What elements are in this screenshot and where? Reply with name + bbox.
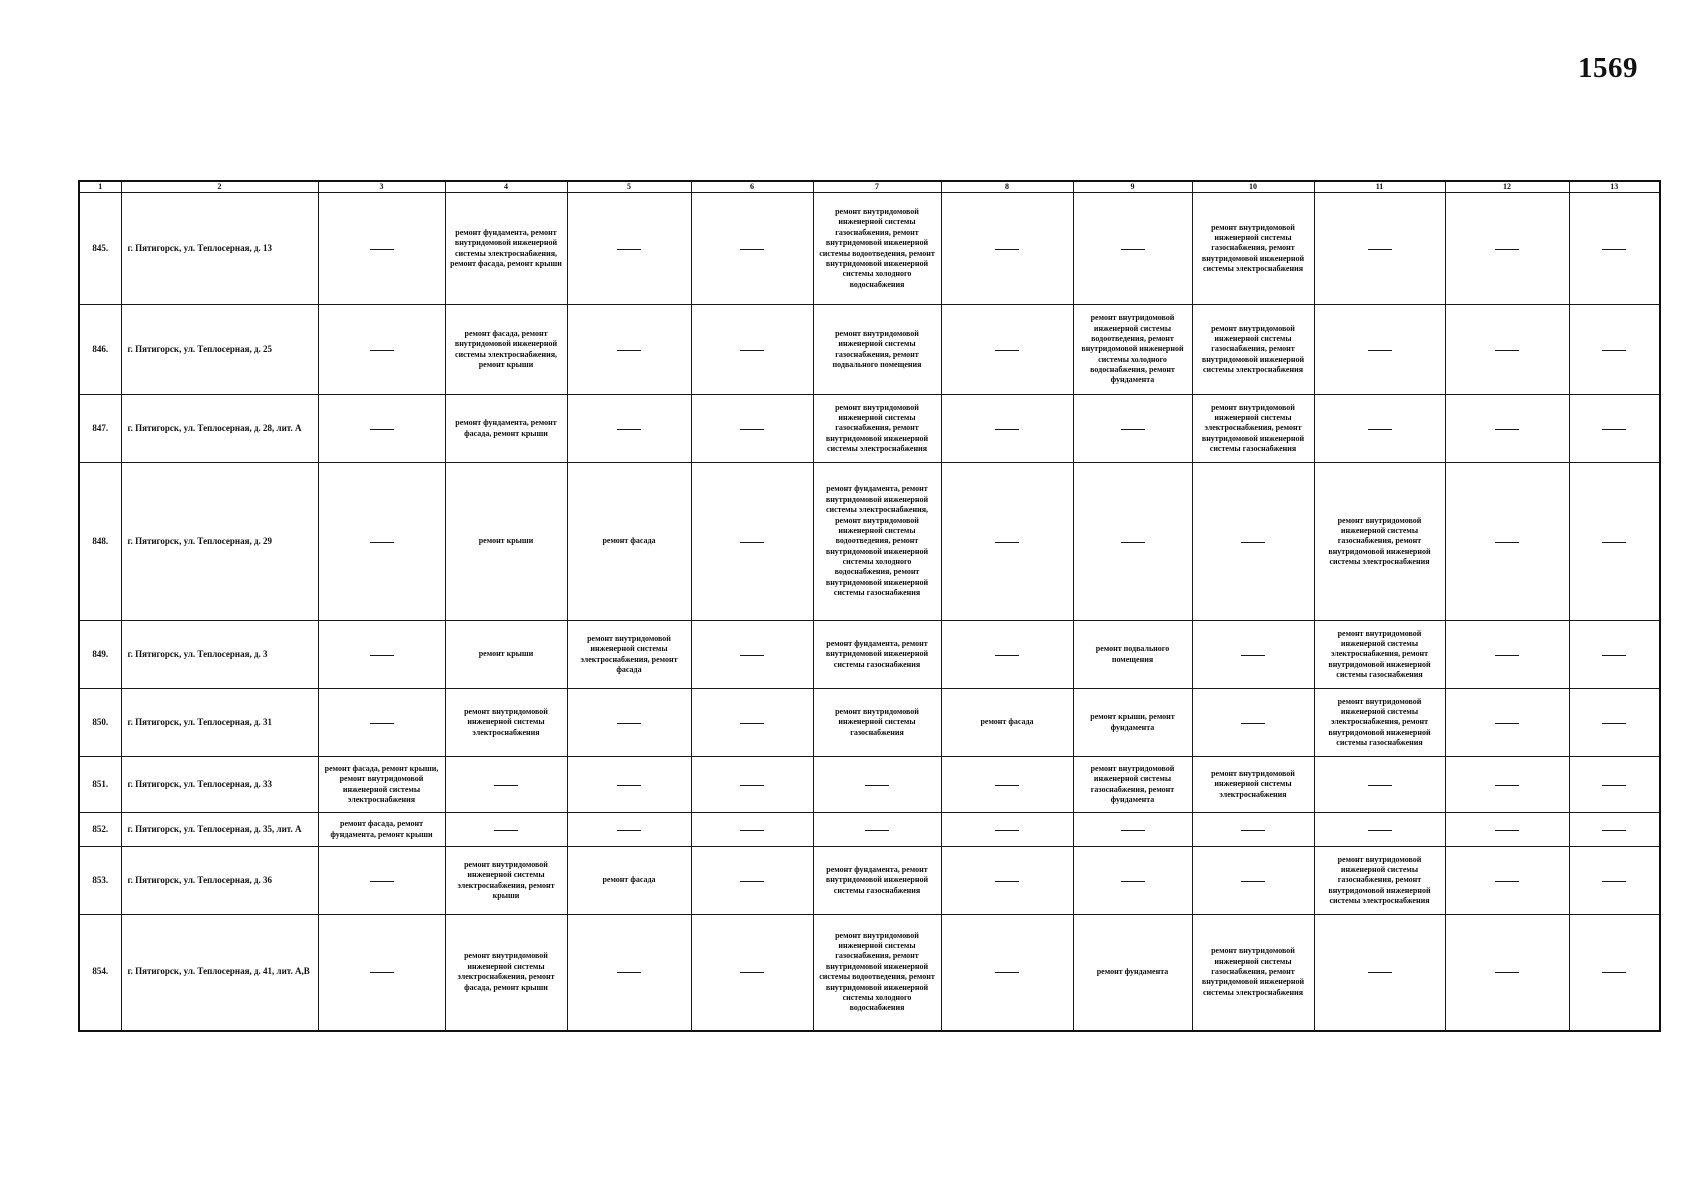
empty-dash-cell bbox=[941, 463, 1073, 621]
empty-dash-cell bbox=[318, 463, 445, 621]
column-number: 5 bbox=[567, 181, 691, 193]
empty-dash-cell bbox=[941, 395, 1073, 463]
empty-dash-cell bbox=[1192, 621, 1314, 689]
work-type-cell: ремонт фундамента bbox=[1073, 915, 1192, 1031]
work-type-cell: ремонт внутридомовой инженерной системы газоснабжения, ремонт внутридомовой инженерной системы электроснабжения bbox=[813, 395, 941, 463]
dash-mark bbox=[1121, 429, 1145, 430]
dash-mark bbox=[494, 830, 518, 831]
work-type-cell: ремонт фасада, ремонт фундамента, ремонт крыши bbox=[318, 813, 445, 847]
dash-mark bbox=[740, 830, 764, 831]
dash-mark bbox=[1241, 655, 1265, 656]
column-number: 6 bbox=[691, 181, 813, 193]
dash-mark bbox=[370, 429, 394, 430]
address-cell: г. Пятигорск, ул. Теплосерная, д. 41, лит. А,В bbox=[121, 915, 318, 1031]
table-row bbox=[79, 193, 1660, 305]
dash-mark bbox=[740, 972, 764, 973]
empty-dash-cell bbox=[567, 813, 691, 847]
dash-mark bbox=[740, 881, 764, 882]
empty-dash-cell bbox=[1314, 915, 1445, 1031]
empty-dash-cell bbox=[1569, 689, 1660, 757]
empty-dash-cell bbox=[445, 757, 567, 813]
dash-mark bbox=[370, 542, 394, 543]
empty-dash-cell bbox=[1569, 395, 1660, 463]
dash-mark bbox=[995, 972, 1019, 973]
work-type-cell: ремонт внутридомовой инженерной системы водоотведения, ремонт внутридомовой инженерной системы холодного водоснабжения, ремонт фундамента bbox=[1073, 305, 1192, 395]
empty-dash-cell bbox=[1445, 813, 1569, 847]
dash-mark bbox=[995, 655, 1019, 656]
empty-dash-cell bbox=[941, 813, 1073, 847]
work-type-cell: ремонт внутридомовой инженерной системы газоснабжения, ремонт внутридомовой инженерной системы водоотведения, ремонт внутридомовой инженерной системы холодного водоснабжения bbox=[813, 915, 941, 1031]
work-type-cell: ремонт подвального помещения bbox=[1073, 621, 1192, 689]
empty-dash-cell bbox=[941, 915, 1073, 1031]
dash-mark bbox=[995, 830, 1019, 831]
dash-mark bbox=[1121, 881, 1145, 882]
work-type-cell: ремонт внутридомовой инженерной системы электроснабжения, ремонт крыши bbox=[445, 847, 567, 915]
work-type-cell: ремонт фундамента, ремонт внутридомовой инженерной системы электроснабжения, ремонт фасада, ремонт крыши bbox=[445, 193, 567, 305]
dash-mark bbox=[617, 429, 641, 430]
table-row bbox=[79, 305, 1660, 395]
dash-mark bbox=[740, 249, 764, 250]
empty-dash-cell bbox=[941, 305, 1073, 395]
repair-schedule-table bbox=[78, 180, 1661, 1032]
table-row bbox=[79, 757, 1660, 813]
column-number: 2 bbox=[121, 181, 318, 193]
work-type-cell: ремонт внутридомовой инженерной системы газоснабжения, ремонт внутридомовой инженерной системы электроснабжения bbox=[1192, 193, 1314, 305]
empty-dash-cell bbox=[567, 915, 691, 1031]
dash-mark bbox=[995, 881, 1019, 882]
dash-mark bbox=[1495, 972, 1519, 973]
dash-mark bbox=[1241, 723, 1265, 724]
empty-dash-cell bbox=[1073, 395, 1192, 463]
dash-mark bbox=[1495, 881, 1519, 882]
empty-dash-cell bbox=[1192, 463, 1314, 621]
dash-mark bbox=[617, 972, 641, 973]
empty-dash-cell bbox=[1569, 305, 1660, 395]
empty-dash-cell bbox=[1445, 847, 1569, 915]
empty-dash-cell bbox=[318, 689, 445, 757]
dash-mark bbox=[865, 785, 889, 786]
address-cell: г. Пятигорск, ул. Теплосерная, д. 25 bbox=[121, 305, 318, 395]
dash-mark bbox=[1241, 542, 1265, 543]
address-cell: г. Пятигорск, ул. Теплосерная, д. 35, лит. А bbox=[121, 813, 318, 847]
dash-mark bbox=[1495, 723, 1519, 724]
dash-mark bbox=[995, 785, 1019, 786]
row-number: 852. bbox=[79, 813, 121, 847]
empty-dash-cell bbox=[1314, 395, 1445, 463]
row-number: 851. bbox=[79, 757, 121, 813]
work-type-cell: ремонт фундамента, ремонт фасада, ремонт крыши bbox=[445, 395, 567, 463]
empty-dash-cell bbox=[691, 847, 813, 915]
dash-mark bbox=[617, 249, 641, 250]
dash-mark bbox=[370, 249, 394, 250]
dash-mark bbox=[1602, 881, 1626, 882]
dash-mark bbox=[740, 723, 764, 724]
empty-dash-cell bbox=[813, 813, 941, 847]
empty-dash-cell bbox=[813, 757, 941, 813]
empty-dash-cell bbox=[567, 395, 691, 463]
empty-dash-cell bbox=[567, 689, 691, 757]
work-type-cell: ремонт фундамента, ремонт внутридомовой инженерной системы газоснабжения bbox=[813, 621, 941, 689]
dash-mark bbox=[1368, 972, 1392, 973]
dash-mark bbox=[995, 542, 1019, 543]
dash-mark bbox=[740, 429, 764, 430]
empty-dash-cell bbox=[567, 305, 691, 395]
dash-mark bbox=[1495, 655, 1519, 656]
work-type-cell: ремонт фасада, ремонт внутридомовой инженерной системы электроснабжения, ремонт крыши bbox=[445, 305, 567, 395]
dash-mark bbox=[740, 350, 764, 351]
dash-mark bbox=[1121, 830, 1145, 831]
table-row bbox=[79, 395, 1660, 463]
empty-dash-cell bbox=[1314, 193, 1445, 305]
dash-mark bbox=[494, 785, 518, 786]
empty-dash-cell bbox=[1445, 621, 1569, 689]
dash-mark bbox=[995, 249, 1019, 250]
work-type-cell: ремонт внутридомовой инженерной системы электроснабжения bbox=[1192, 757, 1314, 813]
work-type-cell: ремонт внутридомовой инженерной системы газоснабжения, ремонт внутридомовой инженерной системы электроснабжения bbox=[1192, 305, 1314, 395]
empty-dash-cell bbox=[1569, 463, 1660, 621]
empty-dash-cell bbox=[1192, 813, 1314, 847]
empty-dash-cell bbox=[691, 757, 813, 813]
row-number: 845. bbox=[79, 193, 121, 305]
empty-dash-cell bbox=[567, 193, 691, 305]
empty-dash-cell bbox=[1445, 193, 1569, 305]
work-type-cell: ремонт внутридомовой инженерной системы газоснабжения, ремонт подвального помещения bbox=[813, 305, 941, 395]
empty-dash-cell bbox=[691, 395, 813, 463]
dash-mark bbox=[370, 655, 394, 656]
column-number: 9 bbox=[1073, 181, 1192, 193]
empty-dash-cell bbox=[1569, 813, 1660, 847]
table-body bbox=[79, 181, 1660, 1031]
dash-mark bbox=[1368, 785, 1392, 786]
table-row bbox=[79, 463, 1660, 621]
address-cell: г. Пятигорск, ул. Теплосерная, д. 36 bbox=[121, 847, 318, 915]
dash-mark bbox=[740, 542, 764, 543]
empty-dash-cell bbox=[941, 847, 1073, 915]
dash-mark bbox=[1241, 830, 1265, 831]
work-type-cell: ремонт внутридомовой инженерной системы электроснабжения, ремонт фасада, ремонт крыши bbox=[445, 915, 567, 1031]
work-type-cell: ремонт фасада bbox=[567, 847, 691, 915]
work-type-cell: ремонт внутридомовой инженерной системы газоснабжения, ремонт внутридомовой инженерной системы электроснабжения bbox=[1314, 847, 1445, 915]
dash-mark bbox=[740, 785, 764, 786]
dash-mark bbox=[370, 972, 394, 973]
empty-dash-cell bbox=[941, 193, 1073, 305]
empty-dash-cell bbox=[318, 915, 445, 1031]
dash-mark bbox=[1368, 249, 1392, 250]
dash-mark bbox=[1602, 542, 1626, 543]
table-row bbox=[79, 847, 1660, 915]
work-type-cell: ремонт внутридомовой инженерной системы газоснабжения bbox=[813, 689, 941, 757]
address-cell: г. Пятигорск, ул. Теплосерная, д. 3 bbox=[121, 621, 318, 689]
work-type-cell: ремонт внутридомовой инженерной системы электроснабжения, ремонт фасада bbox=[567, 621, 691, 689]
row-number: 846. bbox=[79, 305, 121, 395]
dash-mark bbox=[370, 350, 394, 351]
empty-dash-cell bbox=[691, 689, 813, 757]
empty-dash-cell bbox=[1445, 915, 1569, 1031]
empty-dash-cell bbox=[1192, 689, 1314, 757]
column-number: 1 bbox=[79, 181, 121, 193]
dash-mark bbox=[1495, 785, 1519, 786]
column-number: 13 bbox=[1569, 181, 1660, 193]
empty-dash-cell bbox=[1073, 813, 1192, 847]
dash-mark bbox=[1368, 429, 1392, 430]
empty-dash-cell bbox=[1569, 915, 1660, 1031]
table-row bbox=[79, 621, 1660, 689]
work-type-cell: ремонт внутридомовой инженерной системы электроснабжения bbox=[445, 689, 567, 757]
empty-dash-cell bbox=[318, 193, 445, 305]
work-type-cell: ремонт фасада bbox=[941, 689, 1073, 757]
empty-dash-cell bbox=[1314, 813, 1445, 847]
work-type-cell: ремонт фундамента, ремонт внутридомовой инженерной системы электроснабжения, ремонт внутридомовой инженерной системы водоотведения, ремонт внутридомовой инженерной системы холодного водоснабжения, ремонт внутридомовой инженерной системы газоснабжения bbox=[813, 463, 941, 621]
dash-mark bbox=[1121, 542, 1145, 543]
work-type-cell: ремонт крыши bbox=[445, 463, 567, 621]
dash-mark bbox=[995, 350, 1019, 351]
address-cell: г. Пятигорск, ул. Теплосерная, д. 28, лит. А bbox=[121, 395, 318, 463]
empty-dash-cell bbox=[1569, 621, 1660, 689]
dash-mark bbox=[1495, 542, 1519, 543]
column-number: 12 bbox=[1445, 181, 1569, 193]
column-number-row bbox=[79, 181, 1660, 193]
empty-dash-cell bbox=[1445, 305, 1569, 395]
work-type-cell: ремонт крыши, ремонт фундамента bbox=[1073, 689, 1192, 757]
dash-mark bbox=[1368, 350, 1392, 351]
row-number: 853. bbox=[79, 847, 121, 915]
empty-dash-cell bbox=[691, 621, 813, 689]
empty-dash-cell bbox=[1445, 757, 1569, 813]
address-cell: г. Пятигорск, ул. Теплосерная, д. 13 bbox=[121, 193, 318, 305]
address-cell: г. Пятигорск, ул. Теплосерная, д. 33 bbox=[121, 757, 318, 813]
empty-dash-cell bbox=[691, 813, 813, 847]
dash-mark bbox=[1241, 881, 1265, 882]
empty-dash-cell bbox=[445, 813, 567, 847]
dash-mark bbox=[1602, 350, 1626, 351]
empty-dash-cell bbox=[1073, 847, 1192, 915]
dash-mark bbox=[617, 723, 641, 724]
empty-dash-cell bbox=[1445, 463, 1569, 621]
address-cell: г. Пятигорск, ул. Теплосерная, д. 31 bbox=[121, 689, 318, 757]
dash-mark bbox=[617, 830, 641, 831]
work-type-cell: ремонт внутридомовой инженерной системы электроснабжения, ремонт внутридомовой инженерной системы газоснабжения bbox=[1314, 621, 1445, 689]
dash-mark bbox=[1368, 830, 1392, 831]
dash-mark bbox=[1602, 830, 1626, 831]
table-row bbox=[79, 689, 1660, 757]
column-number: 10 bbox=[1192, 181, 1314, 193]
row-number: 847. bbox=[79, 395, 121, 463]
dash-mark bbox=[1495, 830, 1519, 831]
dash-mark bbox=[1495, 249, 1519, 250]
document-sheet bbox=[78, 180, 1659, 1032]
work-type-cell: ремонт внутридомовой инженерной системы газоснабжения, ремонт фундамента bbox=[1073, 757, 1192, 813]
empty-dash-cell bbox=[1569, 757, 1660, 813]
row-number: 849. bbox=[79, 621, 121, 689]
column-number: 11 bbox=[1314, 181, 1445, 193]
empty-dash-cell bbox=[941, 621, 1073, 689]
dash-mark bbox=[1495, 429, 1519, 430]
empty-dash-cell bbox=[1314, 305, 1445, 395]
empty-dash-cell bbox=[1569, 193, 1660, 305]
work-type-cell: ремонт внутридомовой инженерной системы газоснабжения, ремонт внутридомовой инженерной системы электроснабжения bbox=[1192, 915, 1314, 1031]
work-type-cell: ремонт внутридомовой инженерной системы электроснабжения, ремонт внутридомовой инженерной системы газоснабжения bbox=[1192, 395, 1314, 463]
empty-dash-cell bbox=[691, 193, 813, 305]
empty-dash-cell bbox=[1445, 689, 1569, 757]
empty-dash-cell bbox=[1192, 847, 1314, 915]
empty-dash-cell bbox=[567, 757, 691, 813]
work-type-cell: ремонт внутридомовой инженерной системы электроснабжения, ремонт внутридомовой инженерной системы газоснабжения bbox=[1314, 689, 1445, 757]
empty-dash-cell bbox=[691, 915, 813, 1031]
dash-mark bbox=[1602, 249, 1626, 250]
dash-mark bbox=[1121, 249, 1145, 250]
dash-mark bbox=[370, 881, 394, 882]
work-type-cell: ремонт крыши bbox=[445, 621, 567, 689]
column-number: 4 bbox=[445, 181, 567, 193]
dash-mark bbox=[865, 830, 889, 831]
dash-mark bbox=[1495, 350, 1519, 351]
column-number: 3 bbox=[318, 181, 445, 193]
empty-dash-cell bbox=[318, 621, 445, 689]
empty-dash-cell bbox=[941, 757, 1073, 813]
dash-mark bbox=[1602, 785, 1626, 786]
empty-dash-cell bbox=[318, 847, 445, 915]
empty-dash-cell bbox=[691, 305, 813, 395]
dash-mark bbox=[1602, 723, 1626, 724]
work-type-cell: ремонт фасада bbox=[567, 463, 691, 621]
table-row bbox=[79, 813, 1660, 847]
empty-dash-cell bbox=[1445, 395, 1569, 463]
row-number: 854. bbox=[79, 915, 121, 1031]
address-cell: г. Пятигорск, ул. Теплосерная, д. 29 bbox=[121, 463, 318, 621]
work-type-cell: ремонт внутридомовой инженерной системы газоснабжения, ремонт внутридомовой инженерной системы электроснабжения bbox=[1314, 463, 1445, 621]
page-number: 1569 bbox=[1578, 52, 1638, 84]
work-type-cell: ремонт фундамента, ремонт внутридомовой инженерной системы газоснабжения bbox=[813, 847, 941, 915]
empty-dash-cell bbox=[318, 305, 445, 395]
column-number: 7 bbox=[813, 181, 941, 193]
dash-mark bbox=[1602, 655, 1626, 656]
work-type-cell: ремонт фасада, ремонт крыши, ремонт внутридомовой инженерной системы электроснабжения bbox=[318, 757, 445, 813]
work-type-cell: ремонт внутридомовой инженерной системы газоснабжения, ремонт внутридомовой инженерной системы водоотведения, ремонт внутридомовой инженерной системы холодного водоснабжения bbox=[813, 193, 941, 305]
empty-dash-cell bbox=[318, 395, 445, 463]
dash-mark bbox=[617, 785, 641, 786]
row-number: 850. bbox=[79, 689, 121, 757]
table-row bbox=[79, 915, 1660, 1031]
empty-dash-cell bbox=[1073, 193, 1192, 305]
dash-mark bbox=[740, 655, 764, 656]
dash-mark bbox=[1602, 972, 1626, 973]
empty-dash-cell bbox=[691, 463, 813, 621]
row-number: 848. bbox=[79, 463, 121, 621]
empty-dash-cell bbox=[1314, 757, 1445, 813]
dash-mark bbox=[995, 429, 1019, 430]
empty-dash-cell bbox=[1073, 463, 1192, 621]
dash-mark bbox=[617, 350, 641, 351]
empty-dash-cell bbox=[1569, 847, 1660, 915]
column-number: 8 bbox=[941, 181, 1073, 193]
dash-mark bbox=[370, 723, 394, 724]
dash-mark bbox=[1602, 429, 1626, 430]
